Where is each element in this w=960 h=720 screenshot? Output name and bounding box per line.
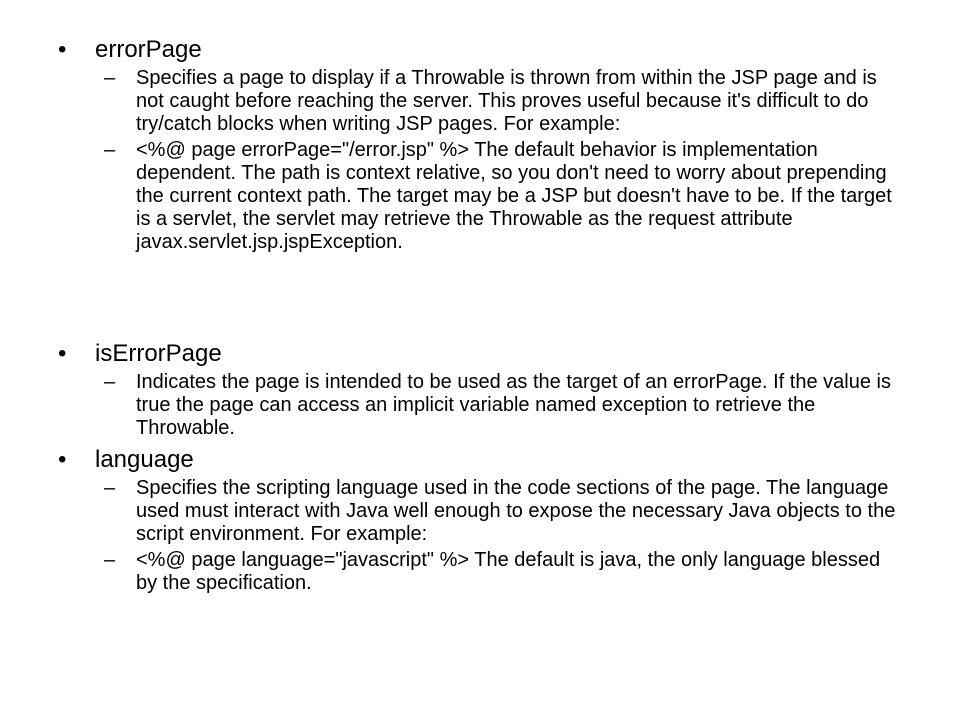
sub-item-text: Specifies a page to display if a Throwable is thrown from within the JSP page and is not caught before reaching the server. This proves useful because it's difficult to do try/catch blocks when writing JSP pages. For example:	[136, 67, 877, 135]
sub-item-text: Specifies the scripting language used in the code sections of the page. The language used must interact with Java well enough to expose the necessary Java objects to the script environment. For example:	[136, 477, 896, 545]
bullet-heading	[58, 36, 918, 64]
bullet-title: language	[95, 446, 194, 473]
sub-item	[58, 67, 918, 136]
sub-item-text: <%@ page language="javascript" %> The default is java, the only language blessed by the specification.	[136, 549, 881, 594]
sub-list	[58, 67, 918, 254]
bullet-iserrorpage	[58, 340, 918, 440]
sub-item-text: Indicates the page is intended to be used as the target of an errorPage. If the value is true the page can access an implicit variable named exception to retrieve the Throwable.	[136, 371, 891, 439]
dash-icon: –	[104, 549, 116, 571]
dash-icon: –	[104, 371, 116, 393]
sub-item	[58, 371, 918, 440]
bullet-title: errorPage	[95, 36, 202, 63]
dash-icon: –	[104, 477, 116, 499]
bullet-dot-icon: •	[58, 340, 67, 367]
bullet-dot-icon: •	[58, 446, 67, 473]
bullet-errorpage	[58, 36, 918, 254]
sub-item	[58, 139, 918, 254]
bullet-language	[58, 446, 918, 595]
sub-item	[58, 549, 918, 595]
bullet-heading	[58, 446, 918, 474]
bullet-dot-icon: •	[58, 36, 67, 63]
sub-list	[58, 371, 918, 440]
sub-item	[58, 477, 918, 546]
dash-icon: –	[104, 67, 116, 89]
sub-list	[58, 477, 918, 595]
bullet-title: isErrorPage	[95, 340, 222, 367]
bullet-heading	[58, 340, 918, 368]
dash-icon: –	[104, 139, 116, 161]
sub-item-text: <%@ page errorPage="/error.jsp" %> The default behavior is implementation dependent. The path is context relative, so you don't need to worry about prepending the current context path. The target may be a JSP but doesn't have to be. If the target is a servlet, the servlet may retrieve the Throwable as the request attribute javax.servlet.jsp.jspException.	[136, 139, 892, 253]
